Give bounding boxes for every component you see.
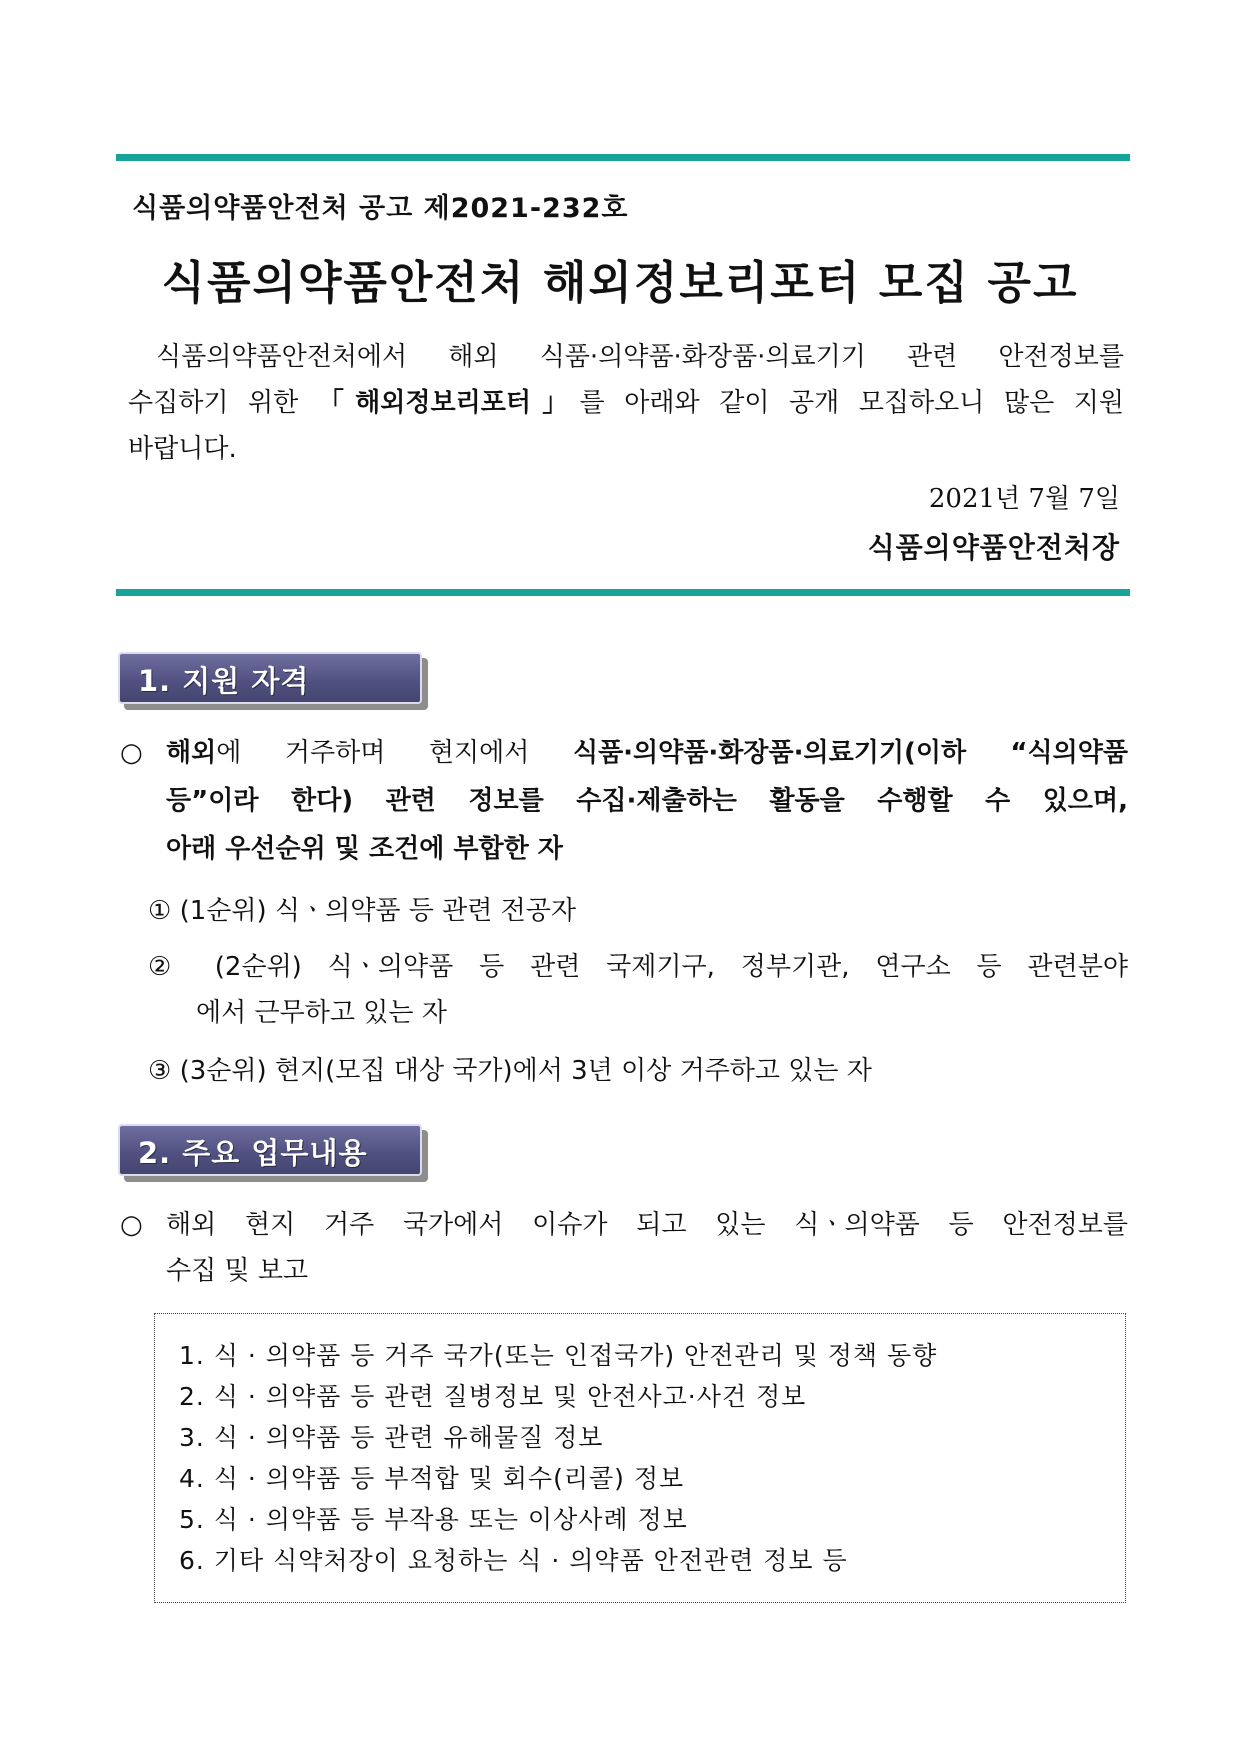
duty-item: 2. 식 · 의약품 등 관련 질병정보 및 안전사고·사건 정보 bbox=[179, 1382, 807, 1411]
intro-line-3-text: 바랍니다. bbox=[128, 434, 237, 464]
intro-line-2a: 수집하기 위한 bbox=[128, 388, 318, 418]
intro-line-3 bbox=[128, 426, 1128, 472]
duty-item: 6. 기타 식약처장이 요청하는 식 · 의약품 안전관련 정보 등 bbox=[179, 1546, 848, 1575]
duty-item: 5. 식 · 의약품 등 부작용 또는 이상사례 정보 bbox=[179, 1505, 688, 1534]
priority-item-2-text: (2순위) 식ㆍ의약품 등 관련 국제기구, 정부기관, 연구소 등 관련분야 bbox=[214, 952, 1128, 982]
priority-item-2-num: ② bbox=[148, 952, 189, 982]
section1-line-2-text: 등”이라 한다) 관련 정보를 수집·제출하는 활동을 수행할 수 있으며, bbox=[166, 786, 1128, 816]
duty-item: 1. 식 · 의약품 등 거주 국가(또는 인접국가) 안전관리 및 정책 동향 bbox=[179, 1341, 938, 1370]
priority-item-1-num: ① bbox=[148, 896, 172, 926]
section2-line-2: 수집 및 보고 bbox=[166, 1256, 309, 1286]
intro-highlight: 「해외정보리포터」 bbox=[317, 388, 580, 418]
notice-number: 식품의약품안전처 공고 제2021-232호 bbox=[132, 193, 629, 224]
duty-item: 4. 식 · 의약품 등 부적합 및 회수(리콜) 정보 bbox=[179, 1464, 685, 1493]
intro-line-2b: 를 아래와 같이 공개 모집하오니 많은 지원 bbox=[579, 388, 1125, 418]
intro-line-2 bbox=[128, 380, 1124, 426]
section1-line-3-text: 아래 우선순위 및 조건에 부합한 자 bbox=[166, 834, 563, 864]
section2-line-1-text: 해외 현지 거주 국가에서 이슈가 되고 있는 식ㆍ의약품 등 안전정보를 bbox=[166, 1210, 1128, 1240]
priority-item-2 bbox=[148, 946, 1128, 983]
section1-line-1-normal: 에 거주하며 현지에서 bbox=[216, 738, 573, 768]
section1-line-1 bbox=[166, 730, 1128, 776]
section1-line-2 bbox=[166, 778, 1128, 824]
section1-line-3 bbox=[166, 826, 563, 872]
priority-item-1-text: (1순위) 식ㆍ의약품 등 관련 전공자 bbox=[179, 896, 576, 926]
priority-item-3-num: ③ bbox=[148, 1056, 172, 1086]
notice-date: 2021년 7월 7일 bbox=[928, 484, 1120, 514]
priority-item-2-cont: 에서 근무하고 있는 자 bbox=[196, 998, 447, 1028]
section2-bullet: ○ bbox=[120, 1210, 143, 1240]
section2-line-1 bbox=[166, 1202, 1128, 1248]
top-divider bbox=[116, 154, 1130, 161]
intro-line-1-text: 식품의약품안전처에서 해외 식품·의약품·화장품·의료기기 관련 안전정보를 bbox=[156, 342, 1124, 372]
section2-heading: 2. 주요 업무내용 bbox=[138, 1136, 368, 1170]
page-title: 식품의약품안전처 해외정보리포터 모집 공고 bbox=[161, 256, 1079, 309]
section1-heading-box bbox=[118, 652, 422, 704]
priority-item-1 bbox=[148, 890, 576, 927]
section1-heading: 1. 지원 자격 bbox=[138, 664, 310, 698]
section2-heading-box bbox=[118, 1124, 422, 1176]
section1-line-1-bold1: 해외 bbox=[166, 738, 217, 768]
section1-bullet: ○ bbox=[120, 738, 143, 768]
bottom-divider bbox=[116, 589, 1130, 596]
issuer: 식품의약품안전처장 bbox=[867, 531, 1120, 564]
duty-item: 3. 식 · 의약품 등 관련 유해물질 정보 bbox=[179, 1423, 604, 1452]
priority-item-3-text: (3순위) 현지(모집 대상 국가)에서 3년 이상 거주하고 있는 자 bbox=[179, 1056, 872, 1086]
priority-item-3 bbox=[148, 1050, 872, 1087]
intro-line-1 bbox=[156, 334, 1124, 380]
duties-box bbox=[154, 1313, 1126, 1603]
section1-line-1-bold2: 식품·의약품·화장품·의료기기(이하 “식의약품 bbox=[572, 738, 1128, 768]
